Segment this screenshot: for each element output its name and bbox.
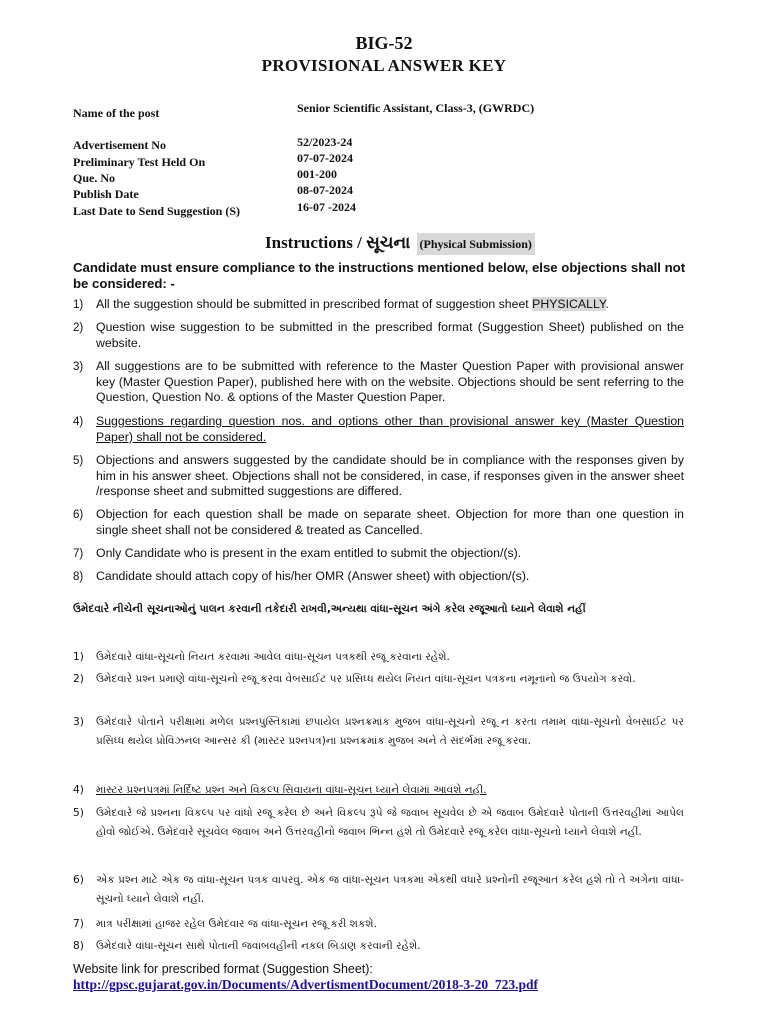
item-number: 4) xyxy=(73,784,84,796)
item-text: ઉમેદવારે વાંધા-સૂચન સાથે પોતાની જવાબવહીની નકલ બિડાણ કરવાની રહેશે. xyxy=(96,940,421,952)
publish-date-value: 08-07-2024 xyxy=(297,183,353,197)
question-no-label: Que. No xyxy=(73,171,115,185)
item-text: Question wise suggestion to be submitted in the prescribed format (Suggestion Sheet) published on the website. xyxy=(96,320,684,350)
item-number: 6) xyxy=(73,874,84,886)
instruction-item xyxy=(73,453,684,500)
item-number: 1) xyxy=(73,299,84,311)
item-text: ઉમેદવારે પોતાને પરીક્ષામાં મળેલ પ્રશ્નપુસ્તિકામાં છપાયેલ પ્રશ્નક્રમાંક મુજબ વાંધા-સૂચનો રજૂ ન કરતા તમામ વાંધા-સૂચનો વેબસાઈટ પર પ્રસિધ્ધ થયેલ પ્રોવિઝનલ આન્સર કી (માસ્ટર પ્રશ્નપત્ર)ના પ્રશ્નક્રમાંક મુજબ અને તે સંદર્ભમાં રજૂ કરવા. xyxy=(96,716,684,747)
item-number: 2) xyxy=(73,322,84,334)
item-text: Suggestions regarding question nos. and options other than provisional answer key (Master Question Paper) shall not be considered. xyxy=(96,414,684,444)
gujarati-item xyxy=(73,915,684,934)
instruction-item xyxy=(73,569,684,585)
item-text: Candidate should attach copy of his/her OMR (Answer sheet) with objection/(s). xyxy=(96,569,530,583)
suggestion-sheet-link[interactable]: http://gpsc.gujarat.gov.in/Documents/AdvertismentDocument/2018-3-20_723.pdf xyxy=(73,977,538,992)
item-number: 2) xyxy=(73,673,84,685)
website-link-label: Website link for prescribed format (Suggestion Sheet): xyxy=(73,962,373,976)
instruction-item xyxy=(73,507,684,538)
physically-highlight: PHYSICALLY xyxy=(532,297,606,311)
post-name-value: Senior Scientific Assistant, Class-3, (GWRDC) xyxy=(297,101,535,115)
instructions-lead: Candidate must ensure compliance to the instructions mentioned below, else objections shall not be considered: - xyxy=(73,260,686,291)
instructions-heading xyxy=(265,233,535,253)
item-number: 3) xyxy=(73,716,84,728)
item-text: માત્ર પરીક્ષામાં હાજર રહેલ ઉમેદવાર જ વાંધા-સૂચન રજૂ કરી શકશે. xyxy=(96,918,377,930)
gujarati-item xyxy=(73,781,684,800)
instruction-item xyxy=(73,297,684,313)
item-number: 1) xyxy=(73,651,84,663)
item-text: ઉમેદવારે વાંધા-સૂચનો નિયત કરવામાં આવેલ વાંધા-સૂચન પત્રકથી રજૂ કરવાના રહેશે. xyxy=(96,651,450,663)
instruction-item xyxy=(73,546,684,562)
gujarati-item xyxy=(73,670,684,689)
instruction-item xyxy=(73,359,684,406)
question-no-value: 001-200 xyxy=(297,167,337,181)
gujarati-lead: ઉમેદવારે નીચેની સૂચનાઓનું પાલન કરવાની તકેદારી રાખવી,અન્યથા વાંધા-સૂચન અંગે કરેલ રજૂઆતો ધ્યાને લેવાશે નહીં xyxy=(73,603,586,615)
item-text: All suggestions are to be submitted with reference to the Master Question Paper with provisional answer key (Master Question Paper), published here with on the website. Objections should be sent referring to the Question, Question No. & options of the Master Question Paper. xyxy=(96,359,684,404)
item-number: 4) xyxy=(73,416,84,428)
last-date-value: 16-07 -2024 xyxy=(297,200,356,214)
test-date-value: 07-07-2024 xyxy=(297,151,353,165)
item-number: 7) xyxy=(73,548,84,560)
item-number: 8) xyxy=(73,940,84,952)
item-number: 3) xyxy=(73,361,84,373)
publish-date-label: Publish Date xyxy=(73,187,139,201)
item-text: ઉમેદવારે જે પ્રશ્નના વિકલ્પ પર વાંધો રજૂ કરેલ છે અને વિકલ્પ રૂપે જે જવાબ સૂચવેલ છે એ જવાબ ઉમેદવારે પોતાની ઉત્તરવહીમાં આપેલ હોવો જોઈએ. ઉમેદવારે સૂચવેલ જવાબ અને ઉત્તરવહીનો જવાબ ભિન્ન હશે તો ઉમેદવારે રજૂ કરેલ વાંધા-સૂચનો ધ્યાને લેવાશે નહીં. xyxy=(96,807,684,838)
post-name-label: Name of the post xyxy=(73,106,160,120)
item-number: 5) xyxy=(73,455,84,467)
last-date-label: Last Date to Send Suggestion (S) xyxy=(73,204,241,218)
test-date-label: Preliminary Test Held On xyxy=(73,155,206,169)
item-text: ઉમેદવારે પ્રશ્ન પ્રમાણે વાંધા-સૂચનો રજૂ કરવા વેબસાઈટ પર પ્રસિધ્ધ થયેલ નિયત વાંધા-સૂચન પત્રકના નમૂનાનો જ ઉપયોગ કરવો. xyxy=(96,673,636,685)
item-text: એક પ્રશ્ન માટે એક જ વાંધા-સૂચન પત્રક વાપરવું. એક જ વાંધા-સૂચન પત્રકમાં એકથી વધારે પ્રશ્નોની રજૂઆત કરેલ હશે તો તે અંગેના વાંધા-સૂચનો ધ્યાને લેવાશે નહીં. xyxy=(96,874,684,905)
gujarati-item xyxy=(73,871,684,908)
item-text: Objection for each question shall be made on separate sheet. Objection for more than one question in single sheet shall not be considered & treated as Cancelled. xyxy=(96,507,684,537)
instruction-item xyxy=(73,320,684,351)
physical-submission-tag: (Physical Submission) xyxy=(417,233,535,255)
gujarati-item xyxy=(73,937,684,956)
item-text: Only Candidate who is present in the exam entitled to submit the objection/(s). xyxy=(96,546,522,560)
item-text: All the suggestion should be submitted in prescribed format of suggestion sheet xyxy=(96,297,533,311)
document-code: BIG-52 xyxy=(355,33,413,53)
gujarati-item xyxy=(73,804,684,841)
item-text: માસ્ટર પ્રશ્નપત્રમાં નિર્દિષ્ટ પ્રશ્ન અને વિકલ્પ સિવાયના વાંધા-સૂચન ધ્યાને લેવામાં આવશે નહી. xyxy=(96,784,487,796)
item-text-end: . xyxy=(605,297,609,311)
advertisement-no-value: 52/2023-24 xyxy=(297,135,353,149)
item-number: 8) xyxy=(73,571,84,583)
document-title: PROVISIONAL ANSWER KEY xyxy=(261,56,507,75)
item-number: 7) xyxy=(73,918,84,930)
item-number: 5) xyxy=(73,807,84,819)
gujarati-item xyxy=(73,713,684,750)
item-number: 6) xyxy=(73,509,84,521)
instructions-title: Instructions / સૂચના xyxy=(265,233,411,252)
item-text: Objections and answers suggested by the candidate should be in compliance with the responses given by him in his answer sheet. Objections shall not be considered, in case, if responses given in the answer sheet /response sheet and submitted suggestions are differed. xyxy=(96,453,684,498)
advertisement-no-label: Advertisement No xyxy=(73,138,166,152)
instruction-item xyxy=(73,414,684,445)
gujarati-item xyxy=(73,648,684,667)
